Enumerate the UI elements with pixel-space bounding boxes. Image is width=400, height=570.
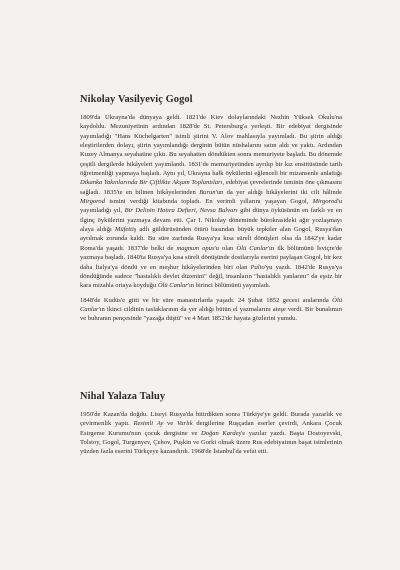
italic-title: magnum opus <box>176 244 215 252</box>
italic-title: Resimli Ay <box>133 420 164 428</box>
text-run: , edebiyat çevrelerinde isminin öne çıkmasını sağladı. 1835'te en bilinen hikâyelerinden <box>80 179 342 196</box>
text-run: 1848'de Kudüs'e gitti ve bir süre manastırlarda yaşadı. 24 Şubat 1852 gecesi aralarında <box>80 296 333 304</box>
italic-title: Ölü Canlar <box>157 282 188 290</box>
section-heading: Nihal Yalaza Taluy <box>80 391 166 402</box>
text-run: 'ın ikinci cildinin taslaklarının da yer aldığı bütün el yazmalarını ateşe verdi. Bir bunalımın ve buhranın pençesinde "yazağa düştü" ve 4 Mart 1852'de hayata gözlerini yumdu. <box>80 305 342 323</box>
paragraph <box>80 113 342 291</box>
biography-gogol <box>80 93 342 324</box>
text-run: adlı güldürüsünden ötürü basından büyük tepkiler alan Gogol, Rusya'dan ayrılmak zorunda kaldı. Bu süre zarfında Rusya'ya kısa süreli dönüşleri olsa da 1842'ye kadar Roma'da yaşadı. 1837'de belki de <box>80 226 342 252</box>
italic-title: Ölü Canlar <box>80 296 342 313</box>
text-run: 'ın birinci bölümünü yayımladı. <box>187 282 271 290</box>
paragraph <box>80 410 342 457</box>
text-run: 'un da yer aldığı hikâyelerini iki cilt hâlinde <box>215 188 342 196</box>
text-run: ve <box>163 420 177 428</box>
text-run: 'yu yazdı. 1842'de Rusya'ya döndüğünde sadece "hastalıklı devlet düzenini" değil, insanların "hastalıklı yanlarını" da eşsiz bir kara mizahla ortaya koyduğu <box>80 263 342 290</box>
italic-title: Müfettiş <box>114 226 137 234</box>
text-run: 'u yayımladığı yıl, <box>80 198 342 215</box>
italic-title: Bir Delinin Hatıra Defteri, Nevsa Bulvarı <box>124 207 238 215</box>
italic-title: Palto <box>250 263 265 271</box>
paragraph <box>80 296 342 324</box>
italic-title: Mirgorod <box>80 198 105 206</box>
text-run: 'e yazılar yazdı. Başta Dostoyevski, Tolstoy, Gogol, Turgenyev, Çehov, Puşkin ve Gorki olmak üzere Rus edebiyatının başat isimlerinin yüzden fazla eserini Türkçeye kazandırdı. 1968'de İstanbul'da vefat etti. <box>80 429 342 456</box>
italic-title: Mirgorod <box>312 198 338 206</box>
italic-title: Doğan Kardeş <box>201 429 242 437</box>
biography-taluy <box>80 390 342 457</box>
section-heading: Nikolay Vasilyeviç Gogol <box>80 94 193 105</box>
text-run: 1950'de Kazan'da doğdu. Liseyi Rusya'da bitirdikten sonra Türkiye'ye geldi. Burada yazarlık ve çevirmenlik yaptı. <box>80 411 342 428</box>
italic-title: Ölü Canlar <box>236 244 268 252</box>
text-run: 1809'da Ukrayna'da dünyaya geldi. 1821'de Kiev dolaylarındaki Nezhin Yüksek Okulu'na kaydoldu. Mezuniyetinin ardından 1828'de St. Petersburg'a yerleşti. Bir edebiyat dergisinde yayımladığı "Hans Küchelgarten" isimli şiirini V. Alov mahlasıyla yayımladı. Bu şiirin aldığı eleştirilerden dolayı, şiirin yayımlandığı derginin bütün nüshalarını satın aldı ve yaktı. Ardından Kuzey Almanya seyahatine çıktı. Bu seyahatten döndükten sonra memuriyete başladı. Bu dönemde çeşitli dergilerde hikâyeleri yayımlandı. 1831'de memuriyetinden ayrılıp bir kız enstitüsünde tarih öğretmenliği yapmaya başladı. Aynı yıl, Ukrayna halk öykülerini eğlenceli bir mizansenle anlattığı <box>80 114 342 178</box>
italic-title: Dikanka Yakınlarında Bir Çiftlikte Akşam Toplantıları <box>80 179 223 187</box>
text-run: 'ın ilk bölümünü İsviçre'de yazmaya başladı. 1840'ta Rusya'ya kısa süreli dönüşünde dostlarıyla eserini paylaşan Gogol, bir kez daha İtalya'ya döndü ve en meşhur hikâyelerinden biri olan <box>80 244 343 271</box>
text-run: ismini verdiği kitabında topladı. En verimli yıllarını yaşayan Gogol, <box>104 198 313 206</box>
italic-title: Burun <box>199 188 216 196</box>
text-run: gibi dünya öyküsünün en farklı ve en ilginç öykülerini yazmaya devam etti. Çar I. Nikolay döneminde bürokrasideki ağır yozlaşmayı alaya aldığı <box>80 207 342 234</box>
text-run: 'u olan <box>214 244 237 252</box>
text-run: dergilerine Ruşçadan eserler çevirdi, Ankara Çocuk Esirgeme Kurumu'nun çocuk dergisine ve <box>80 420 343 437</box>
italic-title: Varlık <box>176 420 193 428</box>
